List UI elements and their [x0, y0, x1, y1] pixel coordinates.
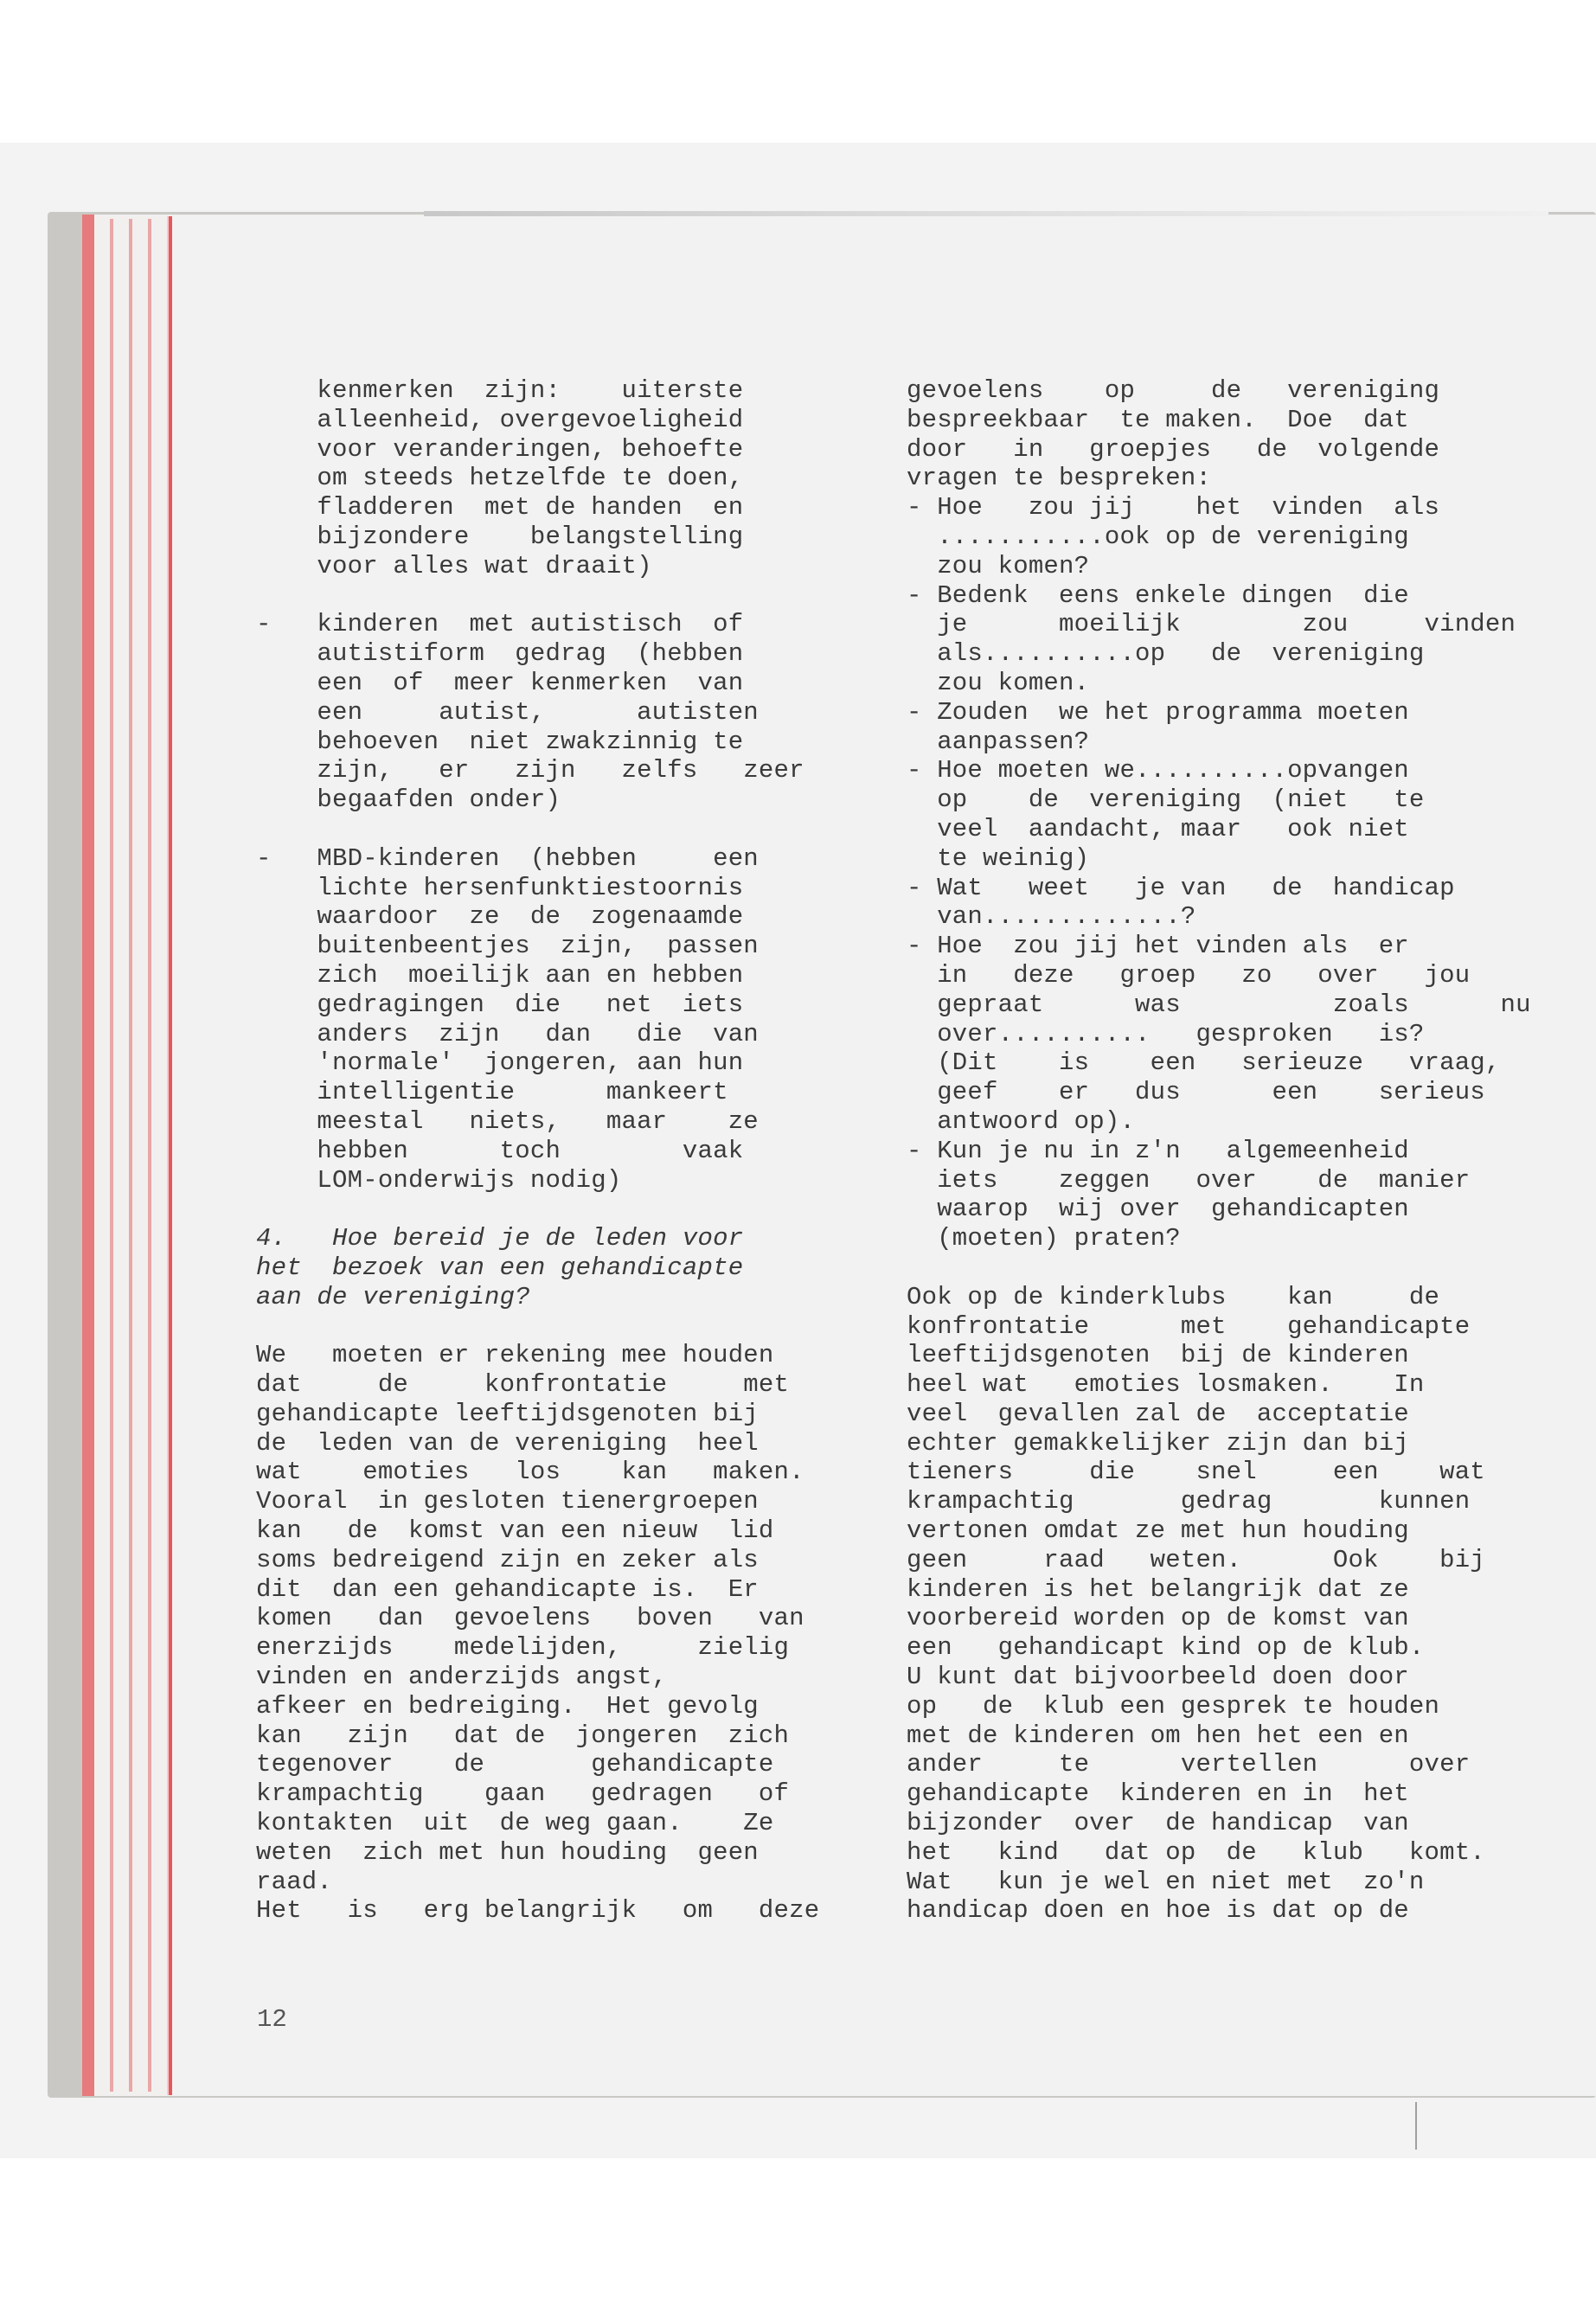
- right-column-line: bijzonder over de handicap van: [907, 1809, 1409, 1838]
- left-column-line: enerzijds medelijden, zielig: [256, 1633, 790, 1663]
- left-column-line: fladderen met de handen en: [256, 493, 744, 522]
- right-column-line: echter gemakkelijker zijn dan bij: [907, 1428, 1409, 1458]
- right-column-line: veel aandacht, maar ook niet: [907, 814, 1409, 843]
- left-column-line: bijzondere belangstelling: [256, 522, 744, 551]
- left-column-line: dat de konfrontatie met: [256, 1370, 790, 1400]
- left-column-line: behoeven niet zwakzinnig te: [256, 727, 744, 756]
- left-column-line: gehandicapte leeftijdsgenoten bij: [256, 1399, 759, 1428]
- left-column-line: zich moeilijk aan en hebben: [256, 960, 744, 990]
- left-column-line: [256, 1312, 844, 1342]
- left-column-line: waardoor ze de zogenaamde: [256, 902, 744, 932]
- right-column-line: heel wat emoties losmaken. In: [907, 1370, 1425, 1400]
- right-column-line: - Hoe zou jij het vinden als: [907, 493, 1440, 522]
- left-column-line: We moeten er rekening mee houden: [256, 1341, 774, 1370]
- scan-mark: [1415, 2102, 1417, 2150]
- right-column-line: zou komen.: [907, 668, 1090, 697]
- right-column-line: op de klub een gesprek te houden: [907, 1691, 1440, 1721]
- right-column-line: met de kinderen om hen het een en: [907, 1721, 1409, 1750]
- left-column-line: [256, 815, 844, 844]
- right-column-line: ...........ook op de vereniging: [907, 522, 1409, 551]
- right-column-line: - Hoe moeten we..........opvangen: [907, 756, 1409, 785]
- right-column-line: gevoelens op de vereniging: [907, 376, 1440, 405]
- left-column-line: soms bedreigend zijn en zeker als: [256, 1545, 759, 1574]
- right-column-line: geef er dus een serieus: [907, 1078, 1485, 1107]
- left-text-column: [256, 376, 844, 1926]
- right-column-line: als..........op de vereniging: [907, 639, 1425, 669]
- left-column-line: het bezoek van een gehandicapte: [256, 1253, 744, 1282]
- left-column-line: buitenbeentjes zijn, passen: [256, 932, 759, 961]
- right-column-line: - Hoe zou jij het vinden als er: [907, 932, 1409, 961]
- right-column-line: over.......... gesproken is?: [907, 1019, 1425, 1048]
- right-column-line: krampachtig gedrag kunnen: [907, 1487, 1471, 1516]
- left-column-line: 4. Hoe bereid je de leden voor: [256, 1224, 744, 1253]
- right-column-line: waarop wij over gehandicapten: [907, 1195, 1409, 1224]
- right-column-line: voorbereid worden op de komst van: [907, 1604, 1409, 1633]
- left-column-line: komen dan gevoelens boven van: [256, 1604, 804, 1633]
- left-column-line: [256, 581, 844, 611]
- right-column-line: vragen te bespreken:: [907, 464, 1212, 493]
- right-column-line: te weinig): [907, 843, 1090, 873]
- right-column-line: een gehandicapt kind op de klub.: [907, 1633, 1425, 1663]
- left-column-line: wat emoties los kan maken.: [256, 1458, 804, 1487]
- left-column-line: de leden van de vereniging heel: [256, 1428, 759, 1458]
- right-column-line: - Kun je nu in z'n algemeenheid: [907, 1136, 1409, 1165]
- right-column-line: het kind dat op de klub komt.: [907, 1837, 1485, 1867]
- right-column-line: - Zouden we het programma moeten: [907, 697, 1409, 727]
- left-column-line: - kinderen met autistisch of: [256, 610, 744, 639]
- right-column-line: gehandicapte kinderen en in het: [907, 1779, 1409, 1809]
- left-column-line: vinden en anderzijds angst,: [256, 1663, 668, 1692]
- left-column-line: kenmerken zijn: uiterste: [256, 376, 744, 405]
- left-column-line: zijn, er zijn zelfs zeer: [256, 756, 804, 785]
- left-column-line: weten zich met hun houding geen: [256, 1837, 759, 1867]
- right-column-line: U kunt dat bijvoorbeeld doen door: [907, 1663, 1409, 1692]
- left-column-line: Het is erg belangrijk om deze: [256, 1896, 820, 1926]
- left-column-line: gedragingen die net iets: [256, 990, 744, 1019]
- left-column-line: Vooral in gesloten tienergroepen: [256, 1487, 759, 1516]
- right-column-line: vertonen omdat ze met hun houding: [907, 1516, 1409, 1546]
- right-column-line: iets zeggen over de manier: [907, 1165, 1471, 1195]
- right-column-line: Wat kun je wel en niet met zo'n: [907, 1867, 1425, 1896]
- right-column-line: Ook op de kinderklubs kan de: [907, 1282, 1440, 1311]
- left-column-line: voor alles wat draait): [256, 551, 652, 580]
- right-column-line: tieners die snel een wat: [907, 1458, 1485, 1487]
- left-column-line: krampachtig gaan gedragen of: [256, 1779, 790, 1809]
- right-column-line: op de vereniging (niet te: [907, 785, 1425, 815]
- right-column-line: kinderen is het belangrijk dat ze: [907, 1574, 1409, 1604]
- left-column-line: een autist, autisten: [256, 697, 759, 727]
- right-column-line: handicap doen en hoe is dat op de: [907, 1896, 1409, 1926]
- left-column-line: [256, 1195, 844, 1224]
- left-column-line: hebben toch vaak: [256, 1136, 744, 1165]
- left-column-line: kan de komst van een nieuw lid: [256, 1516, 774, 1546]
- right-column-line: (Dit is een serieuze vraag,: [907, 1048, 1501, 1078]
- left-column-line: dit dan een gehandicapte is. Er: [256, 1574, 759, 1604]
- page-number: 12: [257, 2005, 287, 2034]
- left-column-line: kan zijn dat de jongeren zich: [256, 1721, 790, 1750]
- right-text-column: [907, 376, 1531, 1926]
- right-column-line: geen raad weten. Ook bij: [907, 1545, 1485, 1574]
- right-column-line: leeftijdsgenoten bij de kinderen: [907, 1341, 1409, 1370]
- left-column-line: om steeds hetzelfde te doen,: [256, 464, 744, 493]
- left-column-line: voor veranderingen, behoefte: [256, 434, 744, 464]
- right-column-line: van.............?: [907, 902, 1196, 932]
- right-column-line: veel gevallen zal de acceptatie: [907, 1399, 1409, 1428]
- left-column-line: afkeer en bedreiging. Het gevolg: [256, 1691, 759, 1721]
- left-column-line: intelligentie mankeert: [256, 1078, 728, 1107]
- left-column-line: begaafden onder): [256, 785, 561, 815]
- left-column-line: raad.: [256, 1867, 333, 1896]
- left-column-line: lichte hersenfunktiestoornis: [256, 873, 744, 902]
- left-column-line: tegenover de gehandicapte: [256, 1750, 774, 1779]
- left-column-line: aan de vereniging?: [256, 1282, 530, 1311]
- right-column-line: in deze groep zo over jou: [907, 960, 1471, 990]
- left-column-line: alleenheid, overgevoeligheid: [256, 405, 744, 434]
- right-column-line: (moeten) praten?: [907, 1224, 1181, 1253]
- left-column-line: LOM-onderwijs nodig): [256, 1165, 622, 1195]
- right-column-line: konfrontatie met gehandicapte: [907, 1311, 1471, 1341]
- right-column-line: bespreekbaar te maken. Doe dat: [907, 405, 1409, 434]
- left-column-line: 'normale' jongeren, aan hun: [256, 1048, 744, 1078]
- left-column-line: een of meer kenmerken van: [256, 668, 744, 697]
- right-column-line: je moeilijk zou vinden: [907, 610, 1516, 639]
- right-column-line: - Bedenk eens enkele dingen die: [907, 580, 1409, 610]
- left-column-line: - MBD-kinderen (hebben een: [256, 843, 759, 873]
- right-column-line: antwoord op).: [907, 1106, 1136, 1136]
- left-column-line: meestal niets, maar ze: [256, 1106, 759, 1136]
- right-column-line: ander te vertellen over: [907, 1750, 1471, 1779]
- left-column-line: anders zijn dan die van: [256, 1019, 759, 1048]
- right-column-line: gepraat was zoals nu: [907, 990, 1531, 1019]
- left-column-line: kontakten uit de weg gaan. Ze: [256, 1809, 774, 1838]
- right-column-line: [907, 1253, 1503, 1283]
- left-column-line: autistiform gedrag (hebben: [256, 639, 744, 669]
- right-column-line: door in groepjes de volgende: [907, 434, 1440, 464]
- right-column-line: zou komen?: [907, 551, 1090, 580]
- right-column-line: aanpassen?: [907, 727, 1090, 756]
- right-column-line: - Wat weet je van de handicap: [907, 873, 1455, 902]
